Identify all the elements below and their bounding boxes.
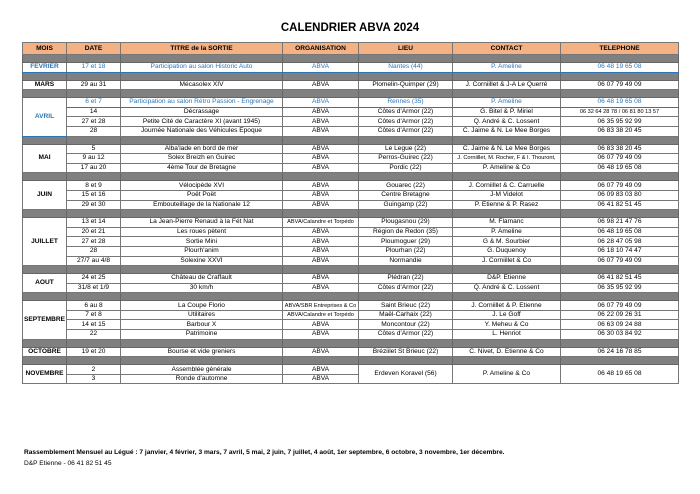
separator-cell — [359, 293, 453, 301]
separator-cell — [283, 357, 359, 365]
table-row — [23, 347, 679, 357]
titre-cell: Château de Craffault — [121, 274, 283, 284]
separator-cell — [121, 339, 283, 347]
date-cell: 28 — [67, 246, 121, 256]
separator-cell — [283, 210, 359, 218]
separator-cell — [561, 339, 679, 347]
telephone-cell: 06 07 79 49 09 — [561, 256, 679, 266]
table-row — [23, 190, 679, 200]
contact-cell: P. Ameline & Co — [453, 163, 561, 173]
separator-cell — [121, 136, 283, 144]
organisation-cell: ABVA — [283, 365, 359, 375]
organisation-cell: ABVA — [283, 246, 359, 256]
separator-row — [23, 136, 679, 144]
lieu-cell: Côtes d'Armor (22) — [359, 107, 453, 117]
separator-row — [23, 293, 679, 301]
header-row — [23, 43, 679, 55]
telephone-cell: 06 83 38 20 45 — [561, 126, 679, 136]
separator-cell — [283, 90, 359, 98]
table-row — [23, 117, 679, 127]
telephone-cell: 06 48 19 65 08 — [561, 227, 679, 237]
separator-row — [23, 266, 679, 274]
month-cell: FEVRIER — [23, 63, 67, 73]
contact-cell: J. Corniillet & Co — [453, 256, 561, 266]
lieu-cell: Le Legue (22) — [359, 144, 453, 154]
col-titre: TITRE de la SORTIE — [121, 43, 283, 55]
titre-cell: Embouteillage de la Nationale 12 — [121, 200, 283, 210]
date-cell: 27 et 28 — [67, 237, 121, 247]
contact-cell: D&P. Etienne — [453, 274, 561, 284]
contact-cell: G. Duquenoy — [453, 246, 561, 256]
month-cell: NOVEMBRE — [23, 365, 67, 384]
date-cell: 14 et 15 — [67, 320, 121, 330]
titre-cell: 30 km/h — [121, 283, 283, 293]
date-cell: 8 et 9 — [67, 181, 121, 191]
lieu-cell: Nantes (44) — [359, 63, 453, 73]
titre-cell: La Jean-Pierre Renaud à la Fét Nat — [121, 218, 283, 228]
separator-cell — [67, 136, 121, 144]
telephone-cell: 06 98 21 47 76 — [561, 218, 679, 228]
col-telephone: TELEPHONE — [561, 43, 679, 55]
telephone-cell: 06 28 47 05 98 — [561, 237, 679, 247]
separator-cell — [121, 90, 283, 98]
titre-cell: Plourh'anim — [121, 246, 283, 256]
contact-cell: J. Le Goff — [453, 310, 561, 320]
organisation-cell: ABVA — [283, 330, 359, 340]
separator-cell — [23, 266, 67, 274]
separator-cell — [359, 210, 453, 218]
table-row — [23, 98, 679, 108]
titre-cell: Alba'lade en bord de mer — [121, 144, 283, 154]
table-row — [23, 200, 679, 210]
month-cell: MARS — [23, 80, 67, 90]
separator-cell — [359, 173, 453, 181]
titre-cell: Solex Breizh en Guirec — [121, 154, 283, 164]
organisation-cell: ABVA/Calandre et Torpédo — [283, 310, 359, 320]
separator-cell — [23, 136, 67, 144]
month-cell: SEPTEMBRE — [23, 301, 67, 339]
separator-row — [23, 210, 679, 218]
telephone-cell: 06 07 79 49 09 — [561, 80, 679, 90]
date-cell: 6 au 8 — [67, 301, 121, 311]
contact-cell: P. Ameline — [453, 98, 561, 108]
separator-cell — [121, 293, 283, 301]
contact-cell: Q. André & C. Lossent — [453, 117, 561, 127]
separator-row — [23, 357, 679, 365]
table-row — [23, 63, 679, 73]
contact-cell: M. Flamanc — [453, 218, 561, 228]
contact-cell: C. Nivet, D. Etienne & Co — [453, 347, 561, 357]
telephone-cell: 06 35 95 92 99 — [561, 283, 679, 293]
date-cell: 3 — [67, 374, 121, 384]
table-row — [23, 181, 679, 191]
separator-cell — [67, 90, 121, 98]
date-cell: 14 — [67, 107, 121, 117]
separator-cell — [561, 90, 679, 98]
titre-cell: Ronde d'automne — [121, 374, 283, 384]
table-row — [23, 163, 679, 173]
col-lieu: LIEU — [359, 43, 453, 55]
telephone-cell: 06 07 79 49 09 — [561, 181, 679, 191]
separator-cell — [67, 210, 121, 218]
telephone-cell: 06 07 79 49 09 — [561, 301, 679, 311]
separator-cell — [453, 266, 561, 274]
lieu-cell: Saint Brieuc (22) — [359, 301, 453, 311]
telephone-cell: 06 48 19 65 08 — [561, 365, 679, 384]
telephone-cell: 06 30 03 84 92 — [561, 330, 679, 340]
separator-cell — [121, 173, 283, 181]
organisation-cell: ABVA — [283, 144, 359, 154]
separator-cell — [283, 173, 359, 181]
contact-cell: Q. André & C. Lossent — [453, 283, 561, 293]
separator-cell — [359, 266, 453, 274]
separator-cell — [453, 173, 561, 181]
table-row — [23, 218, 679, 228]
titre-cell: La Coupe Florio — [121, 301, 283, 311]
separator-cell — [359, 72, 453, 80]
lieu-cell: Côtes d'Armor (22) — [359, 117, 453, 127]
contact-cell: P. Ameline & Co — [453, 365, 561, 384]
organisation-cell: ABVA — [283, 274, 359, 284]
separator-cell — [121, 357, 283, 365]
table-row — [23, 80, 679, 90]
separator-cell — [23, 210, 67, 218]
contact-cell: G & M. Sourbier — [453, 237, 561, 247]
month-cell: JUIN — [23, 181, 67, 210]
contact-cell: G. Bitel & P. Miriel — [453, 107, 561, 117]
titre-cell: Utilitaires — [121, 310, 283, 320]
date-cell: 7 et 8 — [67, 310, 121, 320]
organisation-cell: ABVA — [283, 256, 359, 266]
separator-cell — [561, 293, 679, 301]
date-cell: 27/7 au 4/8 — [67, 256, 121, 266]
separator-cell — [121, 55, 283, 63]
contact-cell: Y. Meheu & Co — [453, 320, 561, 330]
separator-cell — [453, 136, 561, 144]
table-row — [23, 330, 679, 340]
organisation-cell: ABVA — [283, 237, 359, 247]
separator-cell — [67, 339, 121, 347]
separator-cell — [453, 72, 561, 80]
lieu-cell: Centre Bretagne — [359, 190, 453, 200]
separator-cell — [359, 90, 453, 98]
date-cell: 17 au 20 — [67, 163, 121, 173]
table-row — [23, 256, 679, 266]
table-row — [23, 274, 679, 284]
telephone-cell: 06 22 09 26 31 — [561, 310, 679, 320]
titre-cell: Solexine XXVI — [121, 256, 283, 266]
separator-cell — [453, 55, 561, 63]
titre-cell: Décrassage — [121, 107, 283, 117]
separator-row — [23, 339, 679, 347]
lieu-cell: Moncontour (22) — [359, 320, 453, 330]
contact-cell: J. Corniillet, M. Rocher, F & I. Thouront, — [453, 154, 561, 164]
organisation-cell: ABVA — [283, 200, 359, 210]
table-row — [23, 310, 679, 320]
contact-cell: J-M Videlot — [453, 190, 561, 200]
titre-cell: Petite Cité de Caractère XI (avant 1945) — [121, 117, 283, 127]
organisation-cell: ABVA/SBR Entreprises & Co — [283, 301, 359, 311]
table-row — [23, 283, 679, 293]
contact-cell: J. Corniillet & P. Etienne — [453, 301, 561, 311]
separator-cell — [121, 210, 283, 218]
separator-cell — [23, 55, 67, 63]
lieu-cell: Normandie — [359, 256, 453, 266]
table-row — [23, 301, 679, 311]
lieu-cell: Côtes d'Armor (22) — [359, 126, 453, 136]
titre-cell: Barbour X — [121, 320, 283, 330]
organisation-cell: ABVA — [283, 374, 359, 384]
contact-cell: L. Henriot — [453, 330, 561, 340]
telephone-cell: 06 09 83 03 80 — [561, 190, 679, 200]
col-mois: MOIS — [23, 43, 67, 55]
lieu-cell: Plourhan (22) — [359, 246, 453, 256]
date-cell: 19 et 20 — [67, 347, 121, 357]
lieu-cell: Pordic (22) — [359, 163, 453, 173]
titre-cell: Assemblée générale — [121, 365, 283, 375]
organisation-cell: ABVA — [283, 181, 359, 191]
separator-cell — [283, 136, 359, 144]
titre-cell: Participation au salon Rétro Passion - Engrenage — [121, 98, 283, 108]
organisation-cell: ABVA — [283, 163, 359, 173]
lieu-cell: Gouarec (22) — [359, 181, 453, 191]
telephone-cell: 06 24 16 78 85 — [561, 347, 679, 357]
telephone-cell: 06 48 19 65 08 — [561, 63, 679, 73]
organisation-cell: ABVA — [283, 190, 359, 200]
organisation-cell: ABVA — [283, 63, 359, 73]
separator-cell — [283, 339, 359, 347]
separator-cell — [453, 339, 561, 347]
telephone-cell: 06 35 95 92 99 — [561, 117, 679, 127]
telephone-cell: 06 83 38 20 45 — [561, 144, 679, 154]
table-row — [23, 246, 679, 256]
telephone-cell: 06 18 10 74 47 — [561, 246, 679, 256]
titre-cell: Participation au salon Historic Auto — [121, 63, 283, 73]
separator-row — [23, 72, 679, 80]
separator-cell — [561, 136, 679, 144]
lieu-cell: Bréziilet St Brieuc (22) — [359, 347, 453, 357]
separator-cell — [121, 266, 283, 274]
separator-cell — [23, 293, 67, 301]
table-row — [23, 144, 679, 154]
separator-cell — [23, 339, 67, 347]
titre-cell: Vélocipède XVI — [121, 181, 283, 191]
lieu-cell: Plédran (22) — [359, 274, 453, 284]
table-row — [23, 227, 679, 237]
col-organisation: ORGANISATION — [283, 43, 359, 55]
month-cell: JUILLET — [23, 218, 67, 266]
organisation-cell: ABVA — [283, 227, 359, 237]
lieu-cell: Plomelin-Quimper (29) — [359, 80, 453, 90]
contact-cell: C. Jaime & N. Le Mee Borges — [453, 144, 561, 154]
organisation-cell: ABVA — [283, 98, 359, 108]
titre-cell: Les roues pètent — [121, 227, 283, 237]
separator-cell — [453, 210, 561, 218]
separator-cell — [67, 55, 121, 63]
lieu-cell: Maël-Carhaix (22) — [359, 310, 453, 320]
separator-cell — [67, 72, 121, 80]
date-cell: 29 au 31 — [67, 80, 121, 90]
date-cell: 29 et 30 — [67, 200, 121, 210]
separator-cell — [359, 357, 453, 365]
table-row — [23, 126, 679, 136]
footer-contact: D&P Etienne - 06 41 82 51 45 — [24, 460, 112, 467]
organisation-cell: ABVA — [283, 80, 359, 90]
lieu-cell: Rennes (35) — [359, 98, 453, 108]
lieu-cell: Côtes d'Armor (22) — [359, 330, 453, 340]
date-cell: 9 au 12 — [67, 154, 121, 164]
col-date: DATE — [67, 43, 121, 55]
separator-cell — [561, 72, 679, 80]
lieu-cell: Côtes d'Armor (22) — [359, 283, 453, 293]
lieu-cell: Guingamp (22) — [359, 200, 453, 210]
lieu-cell: Plougasnou (29) — [359, 218, 453, 228]
contact-cell: P. Etienne & P. Rasez — [453, 200, 561, 210]
contact-cell: P. Ameline — [453, 63, 561, 73]
month-cell: AVRIL — [23, 98, 67, 136]
table-row — [23, 320, 679, 330]
contact-cell: C. Jaime & N. Le Mee Borges — [453, 126, 561, 136]
separator-cell — [561, 357, 679, 365]
separator-cell — [283, 293, 359, 301]
contact-cell: J. Corniillet & C. Carruelle — [453, 181, 561, 191]
separator-cell — [561, 55, 679, 63]
separator-cell — [561, 210, 679, 218]
date-cell: 6 et 7 — [67, 98, 121, 108]
organisation-cell: ABVA — [283, 320, 359, 330]
titre-cell: Poët Poët — [121, 190, 283, 200]
organisation-cell: ABVA — [283, 117, 359, 127]
month-cell: MAI — [23, 144, 67, 173]
titre-cell: Journée Nationale des Véhicules Epoque — [121, 126, 283, 136]
separator-cell — [453, 357, 561, 365]
contact-cell: P. Ameline — [453, 227, 561, 237]
lieu-cell: Erdeven Koravel (56) — [359, 365, 453, 384]
month-cell: OCTOBRE — [23, 347, 67, 357]
lieu-cell: Ploumoguer (29) — [359, 237, 453, 247]
date-cell: 22 — [67, 330, 121, 340]
separator-cell — [453, 90, 561, 98]
separator-cell — [283, 266, 359, 274]
telephone-cell: 06 48 19 65 08 — [561, 98, 679, 108]
telephone-cell: 06 41 82 51 45 — [561, 274, 679, 284]
separator-cell — [67, 266, 121, 274]
separator-cell — [359, 339, 453, 347]
separator-cell — [359, 55, 453, 63]
separator-cell — [67, 357, 121, 365]
month-cell: AOUT — [23, 274, 67, 293]
organisation-cell: ABVA/Calandre et Torpédo — [283, 218, 359, 228]
separator-cell — [283, 72, 359, 80]
separator-cell — [23, 72, 67, 80]
date-cell: 20 et 21 — [67, 227, 121, 237]
table-row — [23, 365, 679, 375]
lieu-cell: Perros-Guirec (22) — [359, 154, 453, 164]
organisation-cell: ABVA — [283, 347, 359, 357]
organisation-cell: ABVA — [283, 283, 359, 293]
calendar-table — [22, 42, 679, 384]
organisation-cell: ABVA — [283, 154, 359, 164]
telephone-cell: 06 07 79 49 09 — [561, 154, 679, 164]
separator-cell — [561, 173, 679, 181]
telephone-cell: 06 63 09 24 88 — [561, 320, 679, 330]
date-cell: 13 et 14 — [67, 218, 121, 228]
footer-note: Rassemblement Mensuel au Légué : 7 janvier, 4 février, 3 mars, 7 avril, 5 mai, 2 juin, 7 juillet, 4 août, 1er septembre, 6 octobre, 3 novembre, 1er décembre. — [24, 449, 505, 456]
separator-cell — [561, 266, 679, 274]
titre-cell: Mécasolex XIV — [121, 80, 283, 90]
date-cell: 15 et 16 — [67, 190, 121, 200]
separator-row — [23, 173, 679, 181]
separator-cell — [23, 173, 67, 181]
separator-cell — [23, 357, 67, 365]
separator-cell — [67, 293, 121, 301]
lieu-cell: Région de Redon (35) — [359, 227, 453, 237]
date-cell: 24 et 25 — [67, 274, 121, 284]
separator-cell — [23, 90, 67, 98]
contact-cell: J. Corniillet & J-A Le Querré — [453, 80, 561, 90]
separator-row — [23, 90, 679, 98]
organisation-cell: ABVA — [283, 126, 359, 136]
titre-cell: Bourse et vide greniers — [121, 347, 283, 357]
titre-cell: Patrimoine — [121, 330, 283, 340]
col-contact: CONTACT — [453, 43, 561, 55]
date-cell: 5 — [67, 144, 121, 154]
titre-cell: Sortie Mini — [121, 237, 283, 247]
page-title: CALENDRIER ABVA 2024 — [280, 22, 420, 34]
separator-cell — [359, 136, 453, 144]
telephone-cell: 06 41 82 51 45 — [561, 200, 679, 210]
table-row — [23, 237, 679, 247]
date-cell: 31/8 et 1/9 — [67, 283, 121, 293]
separator-cell — [283, 55, 359, 63]
titre-cell: 4ème Tour de Bretagne — [121, 163, 283, 173]
separator-cell — [453, 293, 561, 301]
table-row — [23, 107, 679, 117]
separator-cell — [67, 173, 121, 181]
date-cell: 2 — [67, 365, 121, 375]
separator-cell — [121, 72, 283, 80]
organisation-cell: ABVA — [283, 107, 359, 117]
date-cell: 28 — [67, 126, 121, 136]
separator-row — [23, 55, 679, 63]
table-row — [23, 154, 679, 164]
telephone-cell: 06 32 64 28 78 / 06 81 80 13 57 — [561, 107, 679, 117]
telephone-cell: 06 48 19 65 08 — [561, 163, 679, 173]
date-cell: 27 et 28 — [67, 117, 121, 127]
date-cell: 17 et 18 — [67, 63, 121, 73]
